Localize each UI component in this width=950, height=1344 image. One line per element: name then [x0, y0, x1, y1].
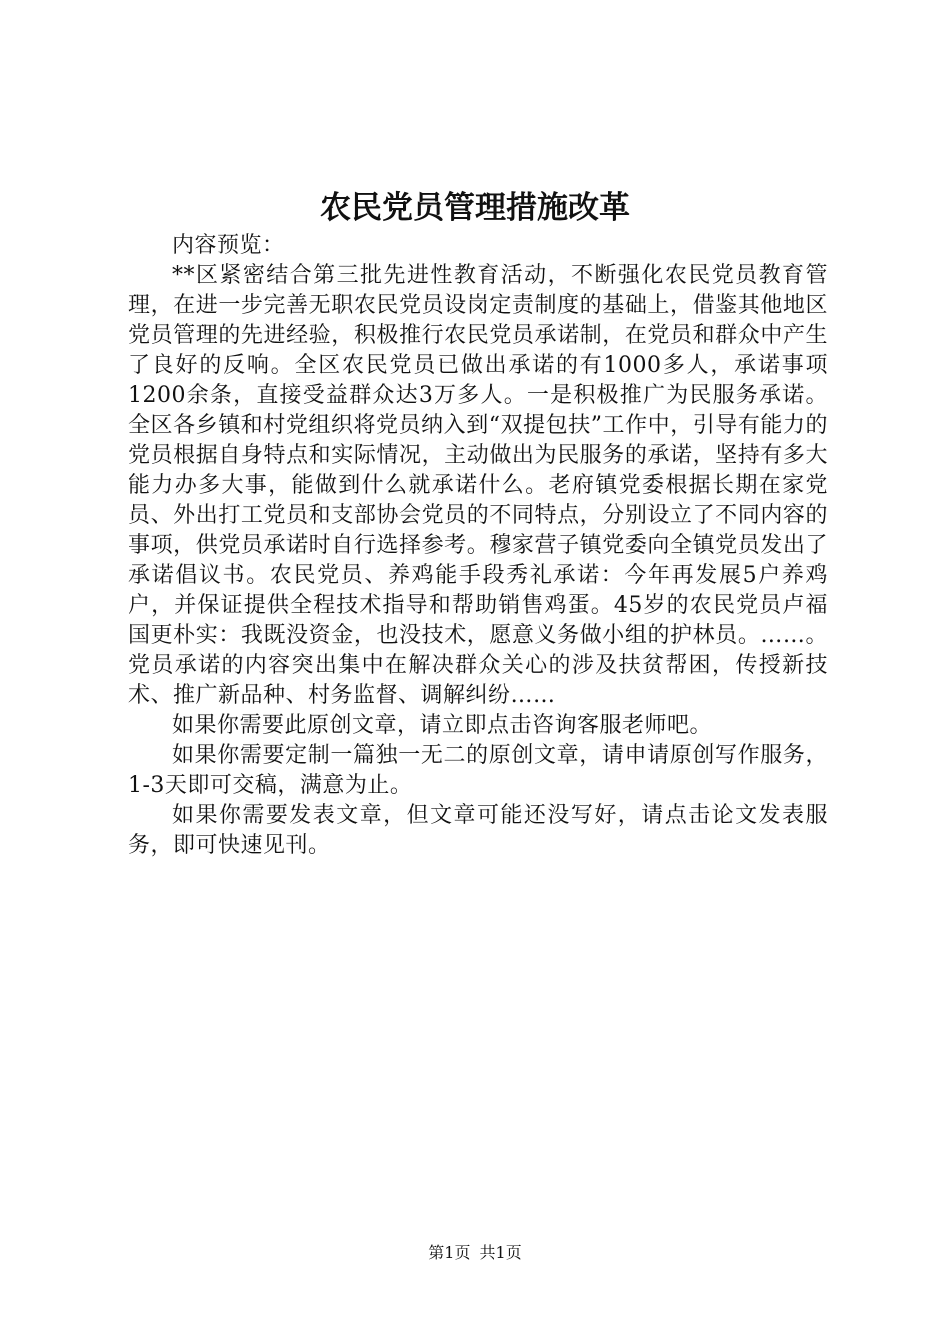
page-footer [0, 1242, 950, 1264]
document-body [128, 231, 828, 861]
paragraph-consult: 如果你需要此原创文章，请立即点击咨询客服老师吧。 [172, 713, 713, 738]
page-total: 共1页 [479, 1243, 522, 1262]
paragraph-main: **区紧密结合第三批先进性教育活动，不断强化农民党员教育管理，在进一步完善无职农民党员设岗定责制度的基础上，借鉴其他地区党员管理的先进经验，积极推行农民党员承诺制，在党员和群众中产生了良好的反响。全区农民党员已做出承诺的有1000多人，承诺事项1200余条，直接受益群众达3万多人。一是积极推广为民服务承诺。全区各乡镇和村党组织将党员纳入到“双提包扶”工作中，引导有能力的党员根据自身特点和实际情况，主动做出为民服务的承诺，坚持有多大能力办多大事，能做到什么就承诺什么。老府镇党委根据长期在家党员、外出打工党员和支部协会党员的不同特点，分别设立了不同内容的事项，供党员承诺时自行选择参考。穆家营子镇党委向全镇党员发出了承诺倡议书。农民党员、养鸡能手段秀礼承诺：今年再发展5户养鸡户，并保证提供全程技术指导和帮助销售鸡蛋。45岁的农民党员卢福国更朴实：我既没资金，也没技术，愿意义务做小组的护林员。……。党员承诺的内容突出集中在解决群众关心的涉及扶贫帮困，传授新技术、推广新品种、村务监督、调解纠纷…… [128, 263, 828, 708]
page-number: 第1页 [428, 1243, 471, 1262]
page-title: 农民党员管理措施改革 [320, 190, 630, 226]
preview-label: 内容预览： [172, 233, 285, 258]
paragraph-custom-writing: 如果你需要定制一篇独一无二的原创文章，请申请原创写作服务，1-3天即可交稿，满意为止。 [128, 743, 828, 798]
paragraph-publishing: 如果你需要发表文章，但文章可能还没写好，请点击论文发表服务，即可快速见刊。 [128, 803, 828, 858]
